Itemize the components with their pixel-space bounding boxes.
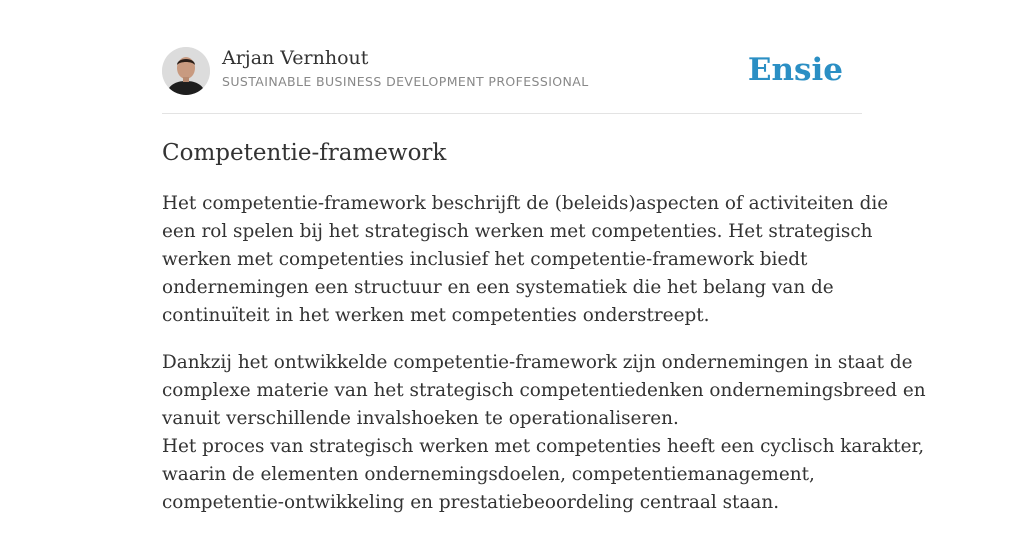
person-avatar-icon[interactable] xyxy=(162,47,210,95)
paragraph xyxy=(162,349,926,517)
post-card xyxy=(162,0,926,513)
author-title: SUSTAINABLE BUSINESS DEVELOPMENT PROFESSIONAL xyxy=(222,74,589,89)
text-line: ondernemingen een structuur en een systematiek die het belang van de xyxy=(162,277,834,298)
text-line: Dankzij het ontwikkelde competentie-framework zijn ondernemingen in staat de xyxy=(162,352,913,373)
text-line: waarin de elementen ondernemingsdoelen, competentiemanagement, xyxy=(162,464,815,485)
ensie-logo[interactable]: Ensie xyxy=(747,52,843,88)
post-header xyxy=(162,46,862,96)
text-line: vanuit verschillende invalshoeken te operationaliseren. xyxy=(162,408,679,429)
text-line: continuïteit in het werken met competenties onderstreept. xyxy=(162,305,710,326)
post-title: Competentie-framework xyxy=(162,140,447,166)
post-body xyxy=(162,190,926,536)
text-line: werken met competenties inclusief het competentie-framework biedt xyxy=(162,249,808,270)
header-divider xyxy=(162,113,862,114)
text-line: complexe materie van het strategisch competentiedenken ondernemingsbreed en xyxy=(162,380,926,401)
text-line: een rol spelen bij het strategisch werken met competenties. Het strategisch xyxy=(162,221,873,242)
paragraph xyxy=(162,190,889,330)
text-line: competentie-ontwikkeling en prestatiebeoordeling centraal staan. xyxy=(162,492,780,513)
text-line: Het proces van strategisch werken met competenties heeft een cyclisch karakter, xyxy=(162,436,925,457)
text-line: Het competentie-framework beschrijft de (beleids)aspecten of activiteiten die xyxy=(162,193,889,214)
author-name[interactable]: Arjan Vernhout xyxy=(222,47,369,69)
